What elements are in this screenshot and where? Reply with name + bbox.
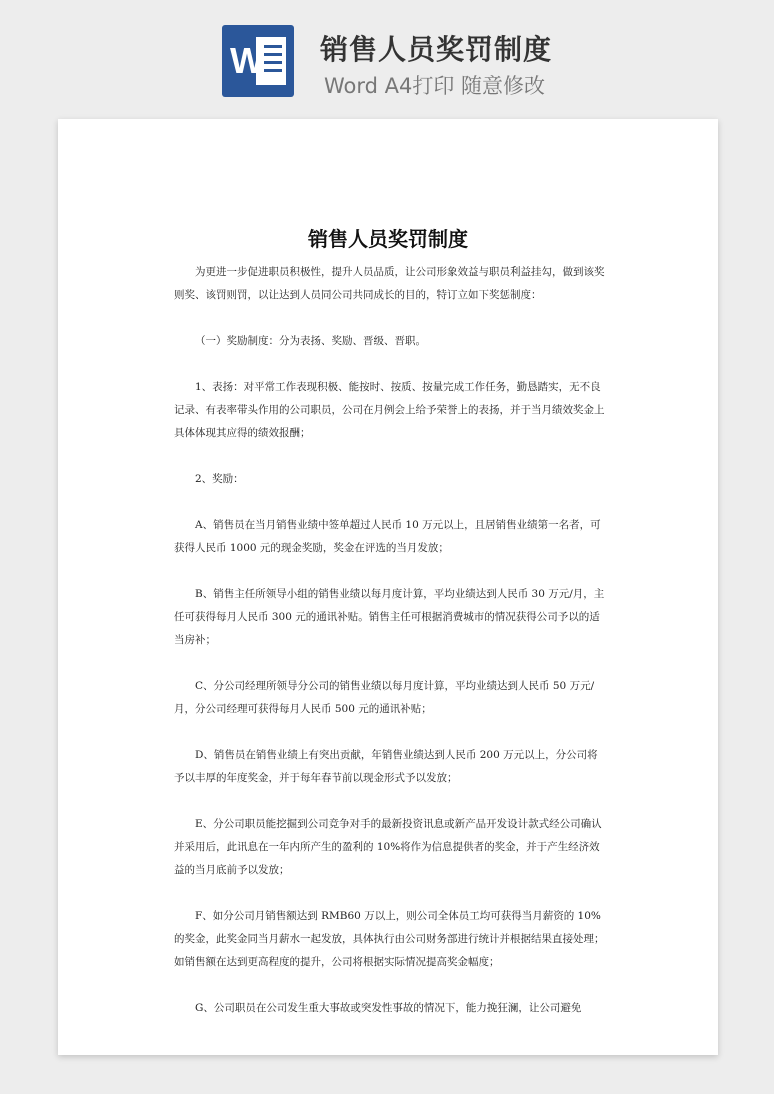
document-page (58, 119, 718, 1055)
paragraph-c: C、分公司经理所领导分公司的销售业绩以每月度计算，平均业绩达到人民币 50 万元/月，分公司经理可获得每月人民币 500 元的通讯补贴； (174, 680, 595, 715)
paragraph-f: F、如分公司月销售额达到 RMB60 万以上，则公司全体员工均可获得当月薪资的 10%的奖金，此奖金同当月薪水一起发放，具体执行由公司财务部进行统计并根据结果直接处理；如销售额在达到更高程度的提升，公司将根据实际情况提高奖金幅度； (174, 910, 605, 968)
section-heading: （一）奖励制度：分为表扬、奖励、晋级、晋职。 (195, 335, 426, 347)
paragraph-praise: 1、表扬：对平常工作表现积极、能按时、按质、按量完成工作任务，勤恳踏实，无不良记录、有表率带头作用的公司职员，公司在月例会上给予荣誉上的表扬，并于当月绩效奖金上具体体现其应得的绩效报酬； (174, 381, 605, 439)
word-icon-letter: W (230, 40, 264, 81)
word-icon (222, 25, 294, 97)
header-banner (0, 0, 774, 118)
paragraph-g: G、公司职员在公司发生重大事故或突发性事故的情况下，能力挽狂澜，让公司避免 (195, 1002, 582, 1014)
paragraph-d: D、销售员在销售业绩上有突出贡献，年销售业绩达到人民币 200 万元以上，分公司将予以丰厚的年度奖金，并于每年春节前以现金形式予以发放； (174, 749, 598, 784)
intro-paragraph: 为更进一步促进职员积极性，提升人员品质，让公司形象效益与职员利益挂勾，做到该奖则奖、该罚则罚，以让达到人员同公司共同成长的目的，特订立如下奖惩制度： (174, 266, 605, 301)
banner-title: 销售人员奖罚制度 (320, 33, 553, 66)
banner-subtitle: Word A4打印 随意修改 (324, 74, 546, 98)
paragraph-reward-heading: 2、奖励： (195, 473, 244, 485)
document-title: 销售人员奖罚制度 (308, 227, 468, 251)
document-body (174, 261, 606, 1020)
paragraph-e: E、分公司职员能挖掘到公司竞争对手的最新投资讯息或新产品开发设计款式经公司确认并采用后，此讯息在一年内所产生的盈利的 10%将作为信息提供者的奖金，并于产生经济效益的当月底前予以发放； (174, 818, 602, 876)
paragraph-a: A、销售员在当月销售业绩中签单超过人民币 10 万元以上，且居销售业绩第一名者，可获得人民币 1000 元的现金奖励，奖金在评选的当月发放； (174, 519, 601, 554)
paragraph-b: B、销售主任所领导小组的销售业绩以每月度计算，平均业绩达到人民币 30 万元/月，主任可获得每月人民币 300 元的通讯补贴。销售主任可根据消费城市的情况获得公司予以的适当房补； (174, 588, 605, 646)
